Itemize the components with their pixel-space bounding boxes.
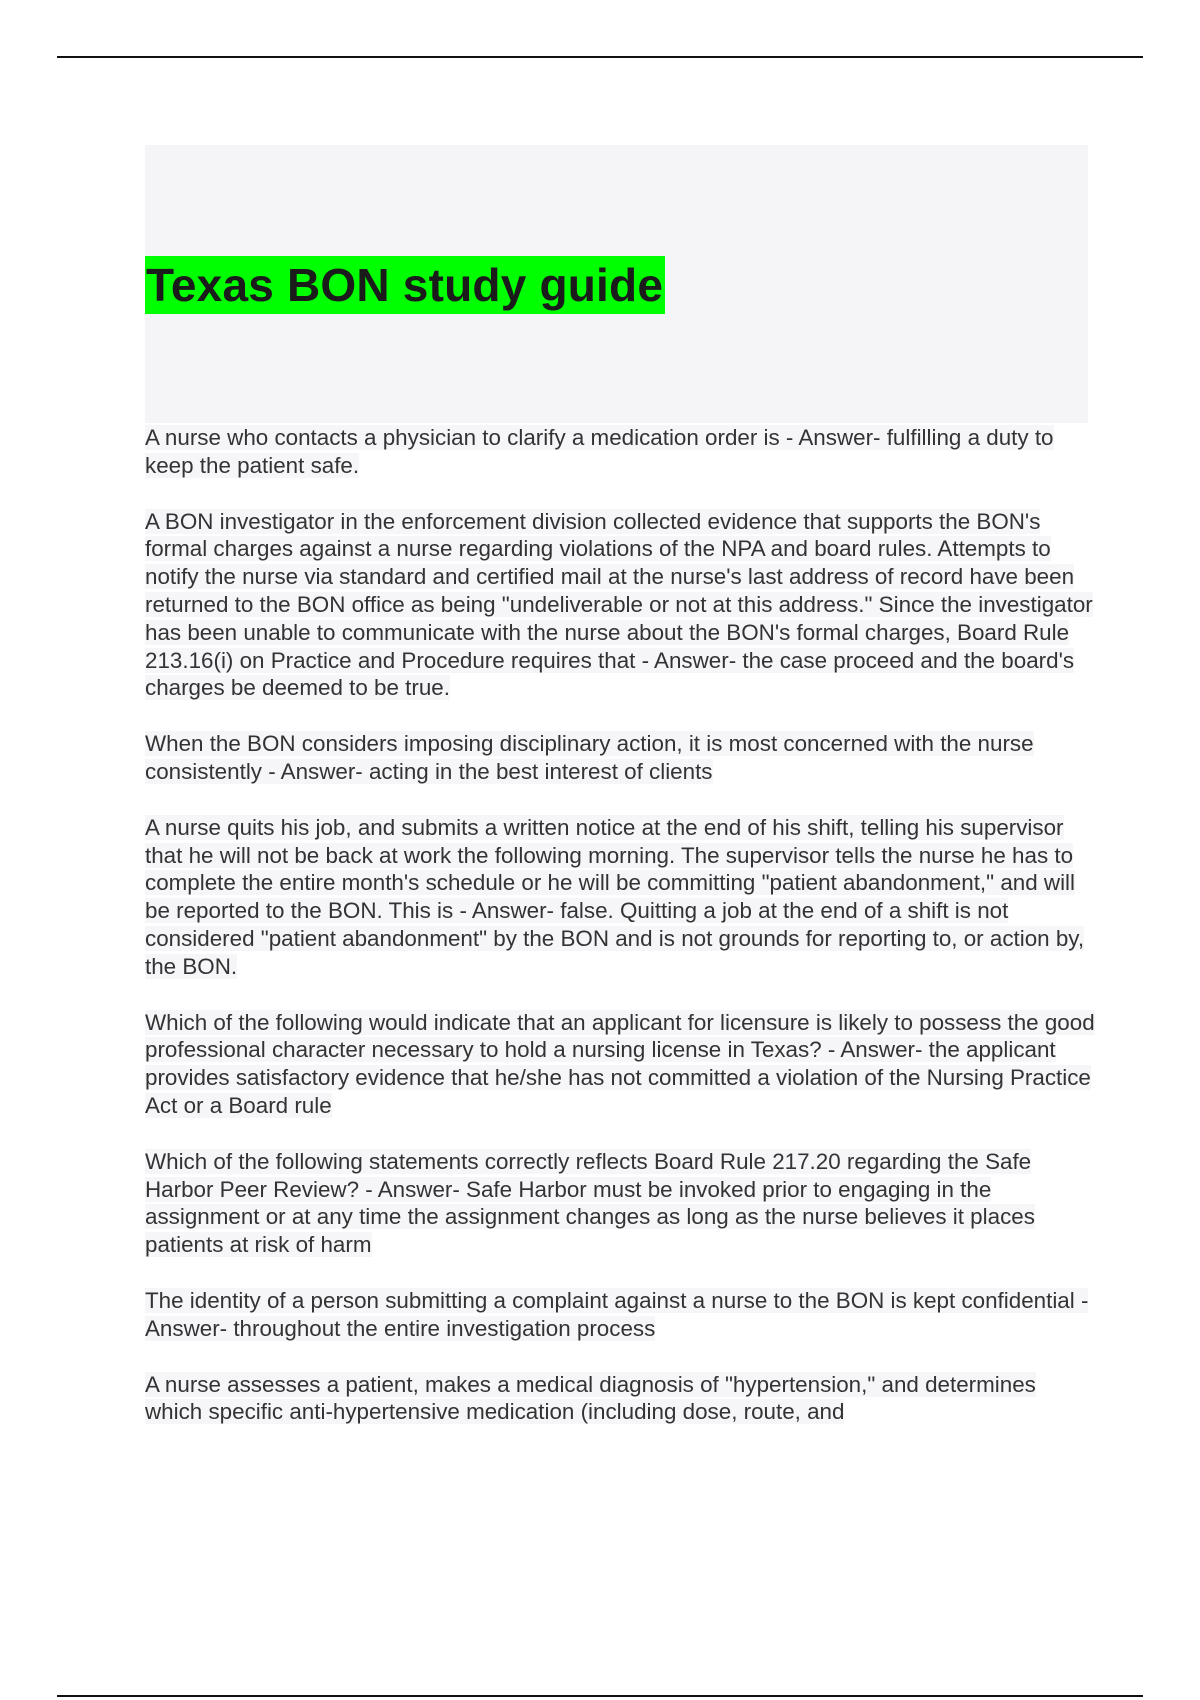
qa-list [145, 424, 1095, 1454]
qa-item [145, 424, 1095, 480]
qa-item-text: A nurse who contacts a physician to clarify a medication order is - Answer- fulfilling a duty to keep the patient safe. [145, 425, 1054, 478]
qa-item-text: Which of the following would indicate that an applicant for licensure is likely to possess the good professional character necessary to hold a nursing license in Texas? - Answer- the applicant provides satisfactory evidence that he/she has not committed a violation of the Nursing Practice Act or a Board rule [145, 1009, 1095, 1118]
qa-item [145, 1009, 1095, 1120]
bottom-rule [57, 1695, 1143, 1697]
qa-item-text: A BON investigator in the enforcement division collected evidence that supports the BON's formal charges against a nurse regarding violations of the NPA and board rules. Attempts to notify the nurse via standard and certified mail at the nurse's last address of record have been returned to the BON office as being "undeliverable or not at this address." Since the investigator has been unable to communicate with the nurse about the BON's formal charges, Board Rule 213.16(i) on Practice and Procedure requires that - Answer- the case proceed and the board's charges be deemed to be true. [145, 508, 1093, 701]
qa-item-text: When the BON considers imposing disciplinary action, it is most concerned with the nurse consistently - Answer- acting in the best interest of clients [145, 731, 1034, 784]
qa-item [145, 730, 1095, 786]
qa-item [145, 1371, 1095, 1427]
qa-item-text: A nurse quits his job, and submits a written notice at the end of his shift, telling his supervisor that he will not be back at work the following morning. The supervisor tells the nurse he has to complete the entire month's schedule or he will be committing "patient abandonment," and will be reported to the BON. This is - Answer- false. Quitting a job at the end of a shift is not considered "patient abandonment" by the BON and is not grounds for reporting to, or action by, the BON. [145, 814, 1085, 979]
qa-item-text: The identity of a person submitting a complaint against a nurse to the BON is kept confidential - Answer- throughout the entire investigation process [145, 1287, 1089, 1341]
qa-item [145, 1287, 1095, 1343]
qa-item [145, 508, 1095, 703]
top-rule [57, 56, 1143, 58]
document-title: Texas BON study guide [145, 256, 665, 314]
qa-item [145, 814, 1095, 981]
qa-item-text: A nurse assesses a patient, makes a medical diagnosis of "hypertension," and determines which specific anti-hypertensive medication (including dose, route, and [145, 1371, 1036, 1425]
qa-item-text: Which of the following statements correctly reflects Board Rule 217.20 regarding the Safe Harbor Peer Review? - Answer- Safe Harbor must be invoked prior to engaging in the assignment or at any time the assignment changes as long as the nurse believes it places patients at risk of harm [145, 1148, 1035, 1258]
qa-item [145, 1148, 1095, 1259]
